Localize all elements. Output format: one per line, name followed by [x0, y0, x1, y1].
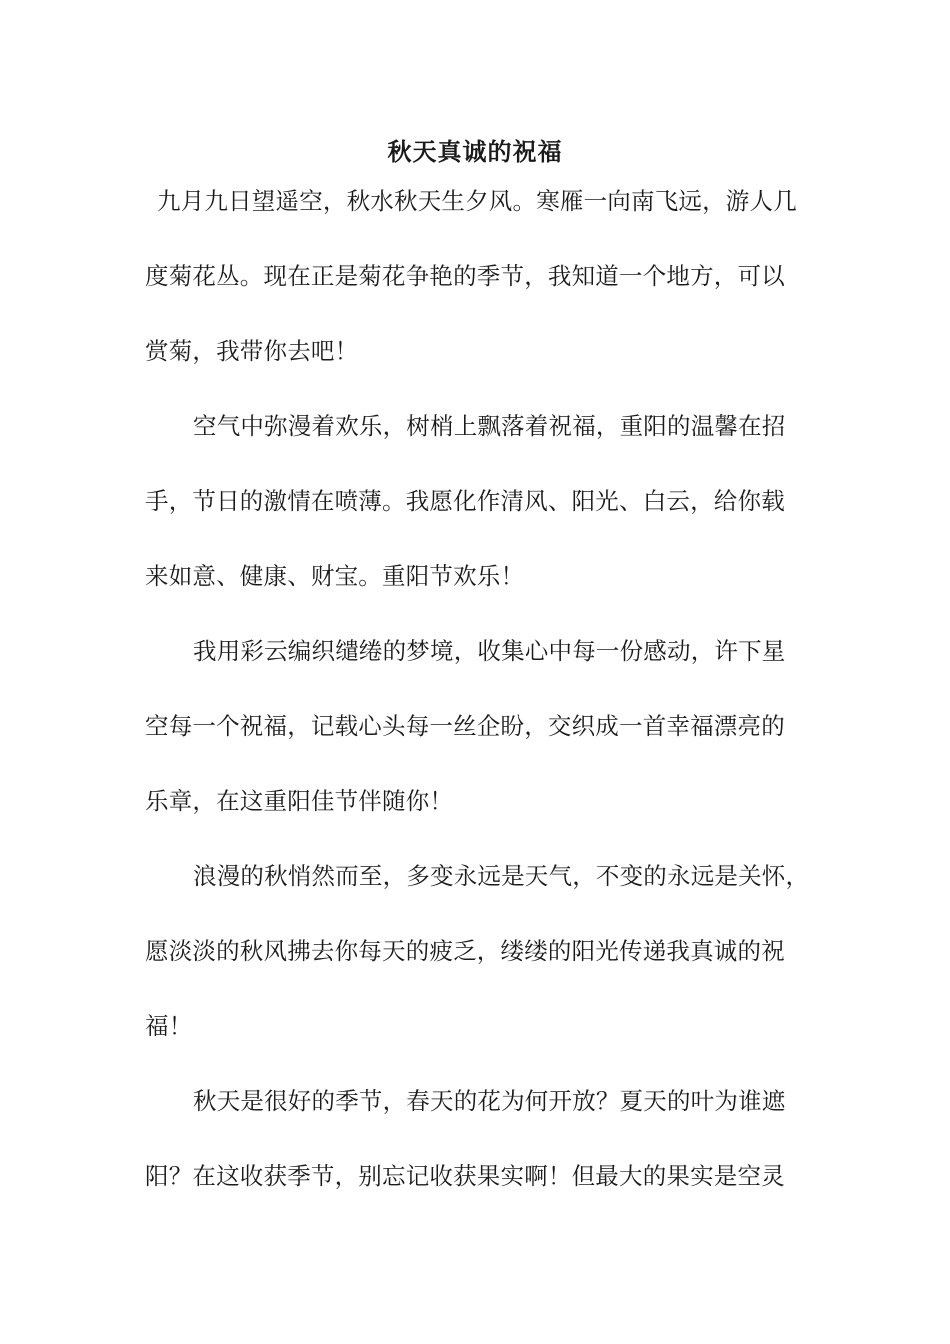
paragraph-line: 阳？在这收获季节，别忘记收获果实啊！但最大的果实是空灵 [145, 1162, 785, 1190]
paragraph-line: 手，节日的激情在喷薄。我愿化作清风、阳光、白云，给你载 [145, 487, 785, 515]
paragraph-line: 空每一个祝福，记载心头每一丝企盼，交织成一首幸福漂亮的 [145, 712, 785, 740]
paragraph-line: 来如意、健康、财宝。重阳节欢乐！ [145, 562, 525, 590]
paragraph-line: 秋天是很好的季节，春天的花为何开放？夏天的叶为谁遮 [193, 1087, 786, 1115]
paragraph-line: 度菊花丛。现在正是菊花争艳的季节，我知道一个地方，可以 [145, 262, 785, 290]
paragraph-line: 乐章，在这重阳佳节伴随你！ [145, 787, 454, 815]
paragraph-line: 愿淡淡的秋风拂去你每天的疲乏，缕缕的阳光传递我真诚的祝 [145, 937, 785, 965]
paragraph-line: 空气中弥漫着欢乐，树梢上飘落着祝福，重阳的温馨在招 [193, 412, 786, 440]
paragraph-line: 我用彩云编织缱绻的梦境，收集心中每一份感动，许下星 [193, 637, 786, 665]
paragraph-line: 赏菊，我带你去吧！ [145, 337, 359, 365]
document-title: 秋天真诚的祝福 [387, 137, 563, 166]
paragraph-line: 福！ [145, 1012, 193, 1040]
paragraph-line: 九月九日望遥空，秋水秋天生夕风。寒雁一向南飞远，游人几 [157, 187, 797, 215]
paragraph-line: 浪漫的秋悄然而至，多变永远是天气，不变的永远是关怀， [193, 862, 810, 890]
